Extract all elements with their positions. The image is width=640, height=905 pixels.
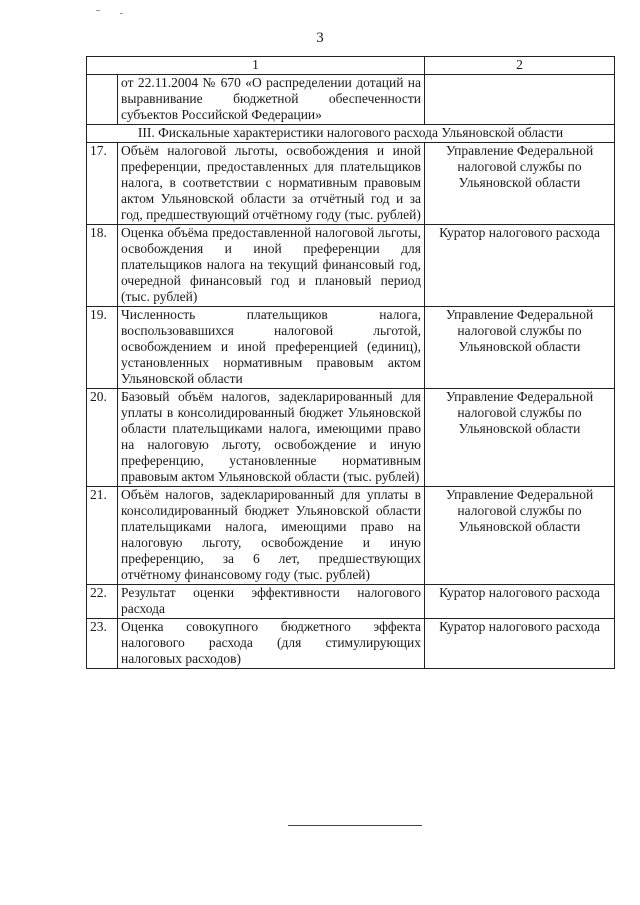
row-responsible: Куратор налогового расхода [425, 225, 615, 307]
row-responsible: Куратор налогового расхода [425, 619, 615, 669]
table-header-row [87, 57, 615, 75]
footer-divider [288, 825, 422, 826]
continuation-text: от 22.11.2004 № 670 «О распределении дотаций на выравнивание бюджетной обеспеченности субъектов Российской Федерации» [118, 75, 425, 125]
table-row [87, 389, 615, 487]
row-description: Оценка совокупного бюджетного эффекта налогового расхода (для стимулирующих налоговых расходов) [118, 619, 425, 669]
row-description: Результат оценки эффективности налогового расхода [118, 585, 425, 619]
row-number: 22. [87, 585, 118, 619]
continuation-row [87, 75, 615, 125]
row-number: 18. [87, 225, 118, 307]
row-responsible: Куратор налогового расхода [425, 585, 615, 619]
page-number: 3 [316, 30, 324, 46]
row-number: 21. [87, 487, 118, 585]
row-number: 20. [87, 389, 118, 487]
row-number: 19. [87, 307, 118, 389]
row-description: Численность плательщиков налога, воспользовавшихся налоговой льготой, освобождением и иной преференцией (единиц), установленных нормативным правовым актом Ульяновской области [118, 307, 425, 389]
tax-expense-table [86, 56, 615, 669]
row-description: Объём налогов, задекларированный для уплаты в консолидированный бюджет Ульяновской области плательщиками налога, имеющими право на налоговую льготу, освобождение и иную преференцию, за 6 лет, предшествующих отчётному финансовому году (тыс. рублей) [118, 487, 425, 585]
row-responsible: Управление Федеральной налоговой службы по Ульяновской области [425, 307, 615, 389]
row-number: 23. [87, 619, 118, 669]
header-col-1: 1 [87, 57, 425, 75]
table-row [87, 225, 615, 307]
row-responsible: Управление Федеральной налоговой службы по Ульяновской области [425, 389, 615, 487]
row-responsible [425, 75, 615, 125]
row-number [87, 75, 118, 125]
table-row [87, 143, 615, 225]
row-number: 17. [87, 143, 118, 225]
table-row [87, 585, 615, 619]
table-row [87, 487, 615, 585]
row-description: Объём налоговой льготы, освобождения и иной преференции, предоставленных для плательщиков налога, в соответствии с нормативным правовым актом Ульяновской области за отчётный год и за год, предшествующий отчётному году (тыс. рублей) [118, 143, 425, 225]
row-description: Оценка объёма предоставленной налоговой льготы, освобождения и иной преференции для плательщиков налога на текущий финансовый год, очередной финансовый год и плановый период (тыс. рублей) [118, 225, 425, 307]
row-description: Базовый объём налогов, задекларированный для уплаты в консолидированный бюджет Ульяновской области плательщиками налога, имеющими право на налоговую льготу, освобождение и иную преференцию, установленные нормативным правовым актом Ульяновской области (тыс. рублей) [118, 389, 425, 487]
table-row [87, 619, 615, 669]
section-row [87, 125, 615, 143]
row-responsible: Управление Федеральной налоговой службы по Ульяновской области [425, 143, 615, 225]
header-col-2: 2 [425, 57, 615, 75]
section-title: III. Фискальные характеристики налогового расхода Ульяновской области [87, 125, 615, 143]
row-responsible: Управление Федеральной налоговой службы по Ульяновской области [425, 487, 615, 585]
table-row [87, 307, 615, 389]
